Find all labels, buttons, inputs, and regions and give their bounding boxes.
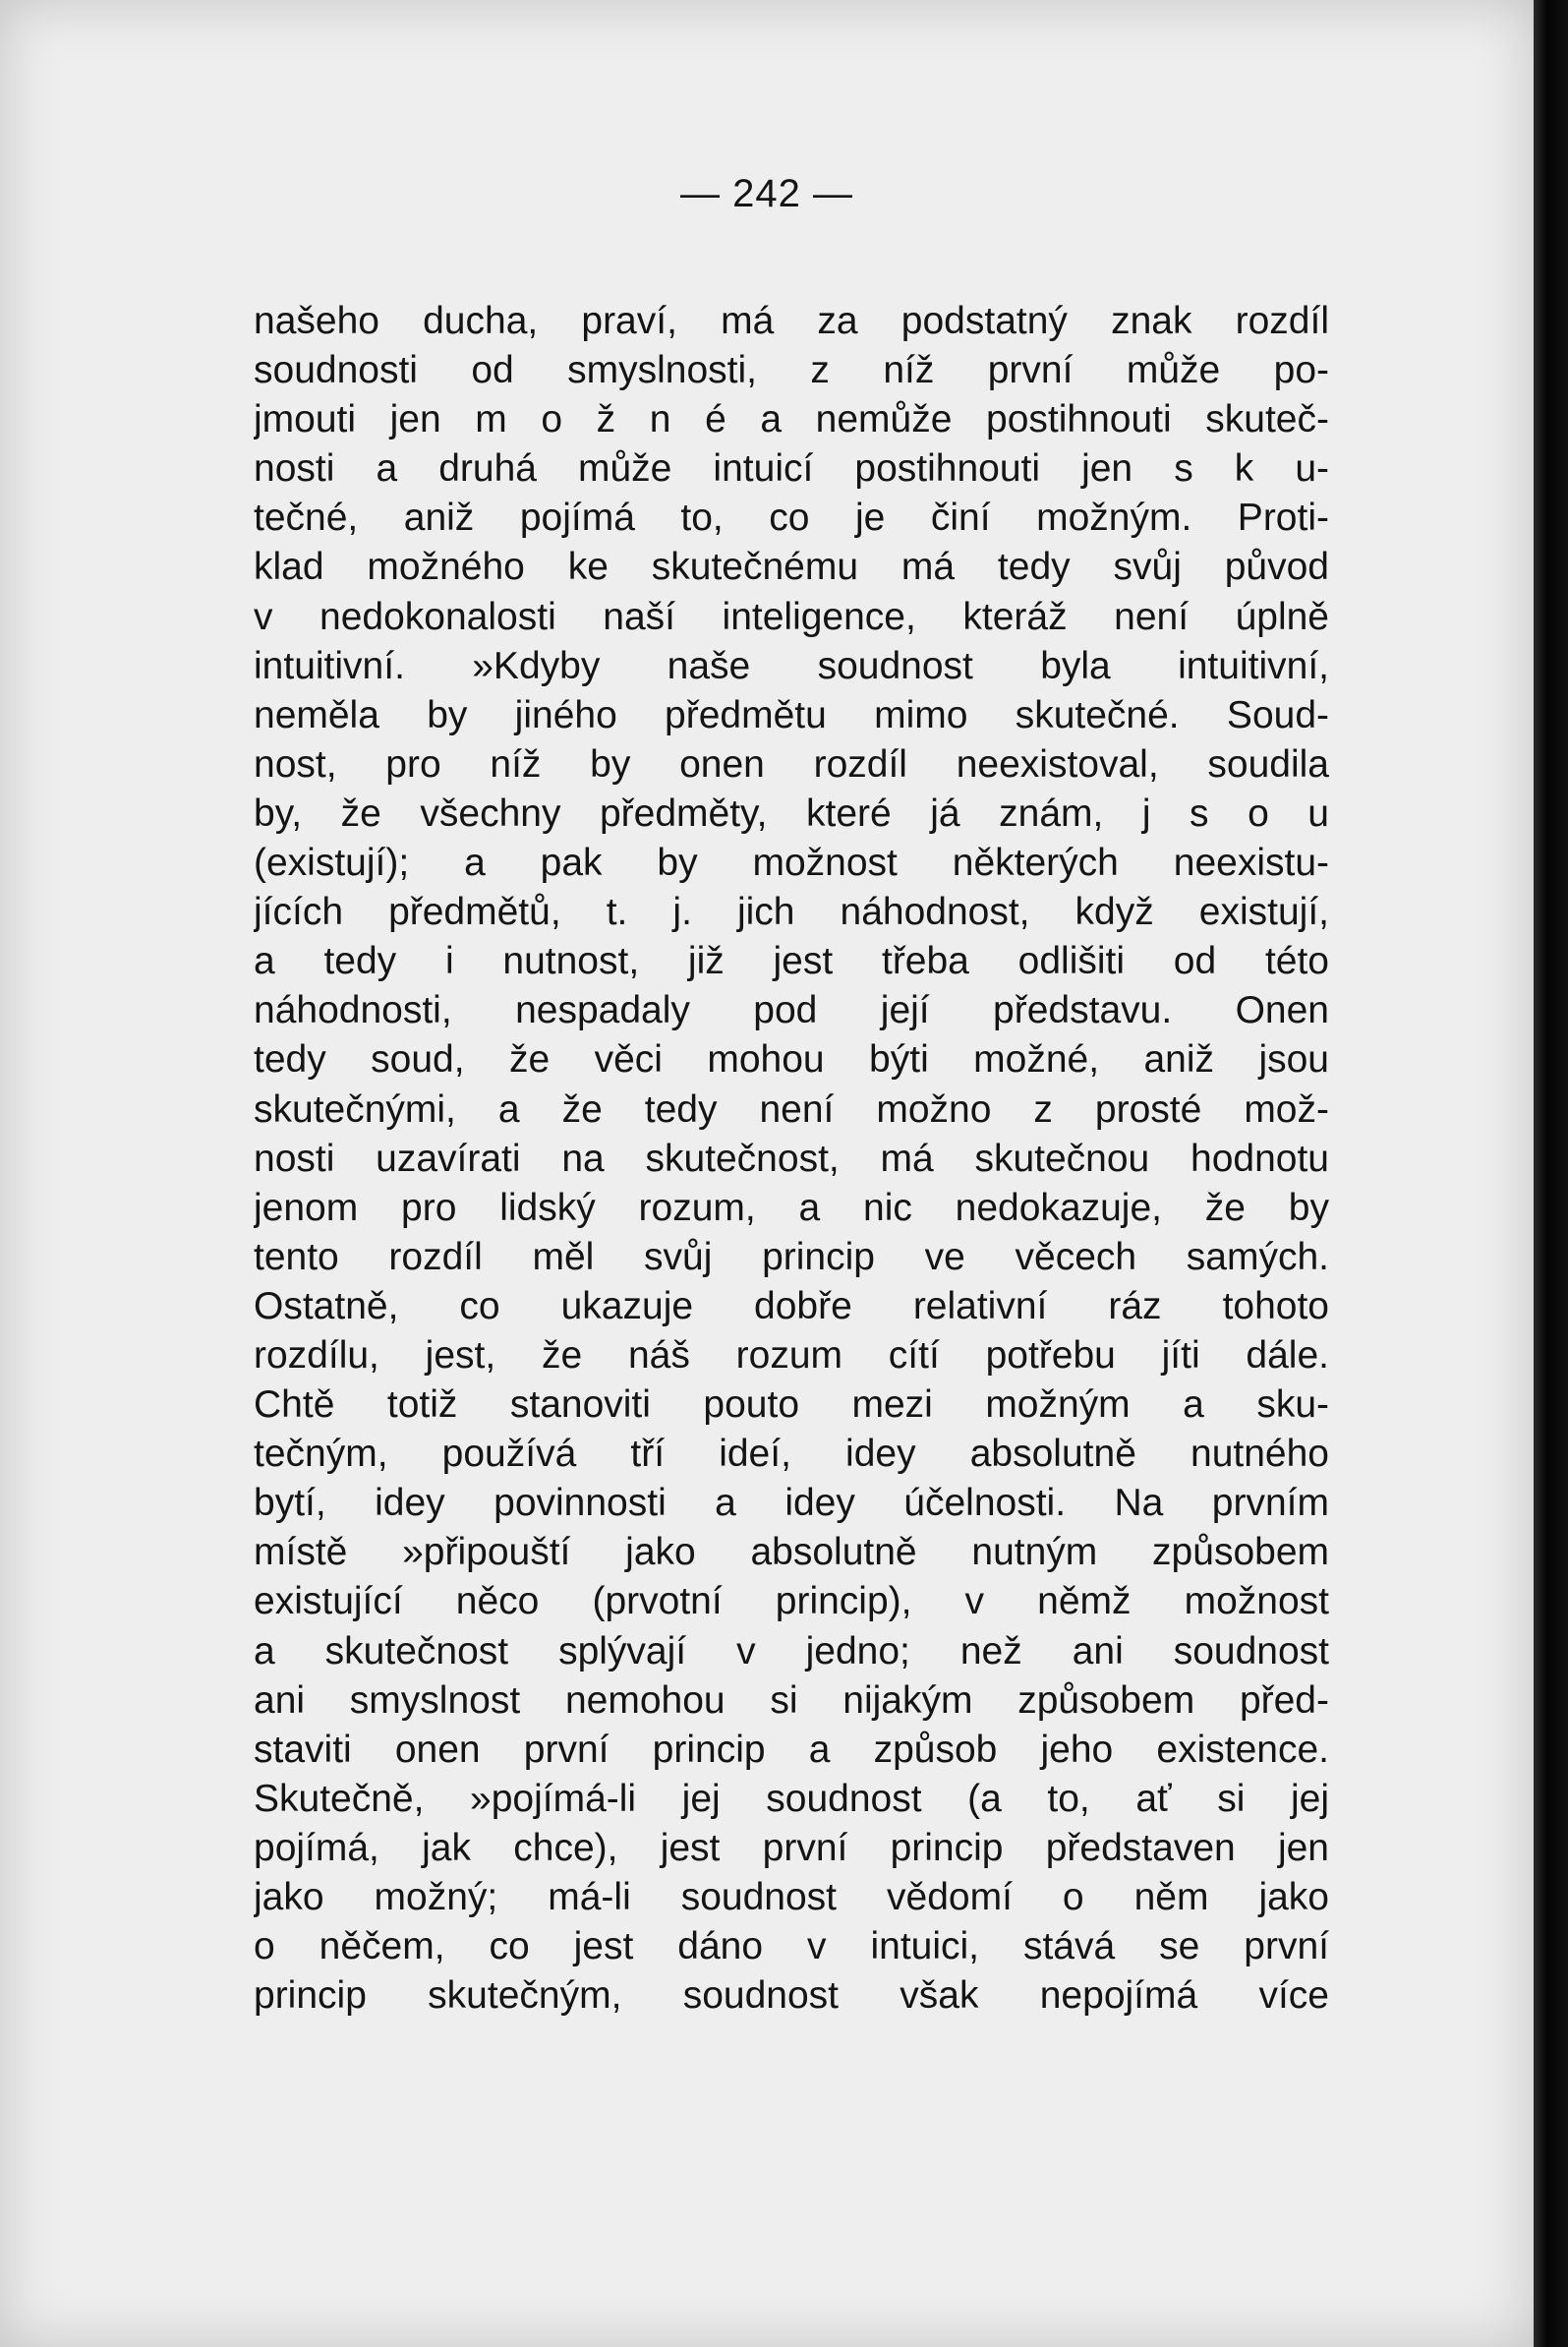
text-line: místě »připouští jako absolutně nutným způsobem [254,1531,1329,1574]
text-line: Skutečně, »pojímá-li jej soudnost (a to, ať si jej [254,1777,1329,1820]
text-line: intuitivní. »Kdyby naše soudnost byla intuitivní, [254,644,1329,687]
text-line: jmouti jen m o ž n é a nemůže postihnouti skuteč- [254,398,1329,441]
text-line: v nedokonalosti naší inteligence, kteráž není úplně [254,595,1329,638]
text-line: soudnosti od smyslnosti, z níž první může po- [254,349,1329,392]
text-line: náhodnosti, nespadaly pod její představu. Onen [254,989,1329,1032]
text-line: nosti uzavírati na skutečnost, má skutečnou hodnotu [254,1137,1329,1180]
text-line: tedy soud, že věci mohou býti možné, aniž jsou [254,1038,1329,1082]
text-line: Ostatně, co ukazuje dobře relativní ráz tohoto [254,1284,1329,1327]
text-line: Chtě totiž stanoviti pouto mezi možným a sku- [254,1383,1329,1427]
body-text [254,297,1329,2021]
text-line: jících předmětů, t. j. jich náhodnost, když existují, [254,891,1329,934]
text-line: (existují); a pak by možnost některých neexistu- [254,842,1329,885]
text-line: našeho ducha, praví, má za podstatný znak rozdíl [254,300,1329,342]
text-line: pojímá, jak chce), jest první princip představen jen [254,1826,1329,1869]
text-line: nost, pro níž by onen rozdíl neexistoval, soudila [254,742,1329,786]
text-line: klad možného ke skutečnému má tedy svůj původ [254,546,1329,589]
text-line: jenom pro lidský rozum, a nic nedokazuje, že by [254,1186,1329,1229]
text-line: staviti onen první princip a způsob jeho existence. [254,1728,1329,1771]
text-line: by, že všechny předměty, které já znám, j s o u [254,792,1329,835]
text-line: neměla by jiného předmětu mimo skutečné. Soud- [254,693,1329,736]
text-line: ani smyslnost nemohou si nijakým způsobem před- [254,1678,1329,1722]
text-line: bytí, idey povinnosti a idey účelnosti. Na prvním [254,1482,1329,1525]
text-line: tečným, používá tří ideí, idey absolutně nutného [254,1433,1329,1476]
text-line: a skutečnost splývají v jedno; než ani soudnost [254,1629,1329,1672]
text-line: a tedy i nutnost, již jest třeba odlišiti od této [254,940,1329,983]
text-line: tento rozdíl měl svůj princip ve věcech samých. [254,1235,1329,1278]
text-line: jako možný; má-li soudnost vědomí o něm jako [254,1876,1329,1918]
text-line: tečné, aniž pojímá to, co je činí možným. Proti- [254,497,1329,540]
text-line: nosti a druhá může intuicí postihnouti jen s k u- [254,447,1329,491]
page-number: — 242 — [680,172,853,215]
book-edge [1534,0,1568,2347]
text-line: o něčem, co jest dáno v intuici, stává se první [254,1925,1329,1968]
text-line: skutečnými, a že tedy není možno z prosté mož- [254,1087,1329,1131]
text-line: rozdílu, jest, že náš rozum cítí potřebu jíti dále. [254,1333,1329,1377]
text-line: existující něco (prvotní princip), v němž možnost [254,1580,1329,1623]
text-line: princip skutečným, soudnost však nepojímá více [254,1974,1329,2018]
